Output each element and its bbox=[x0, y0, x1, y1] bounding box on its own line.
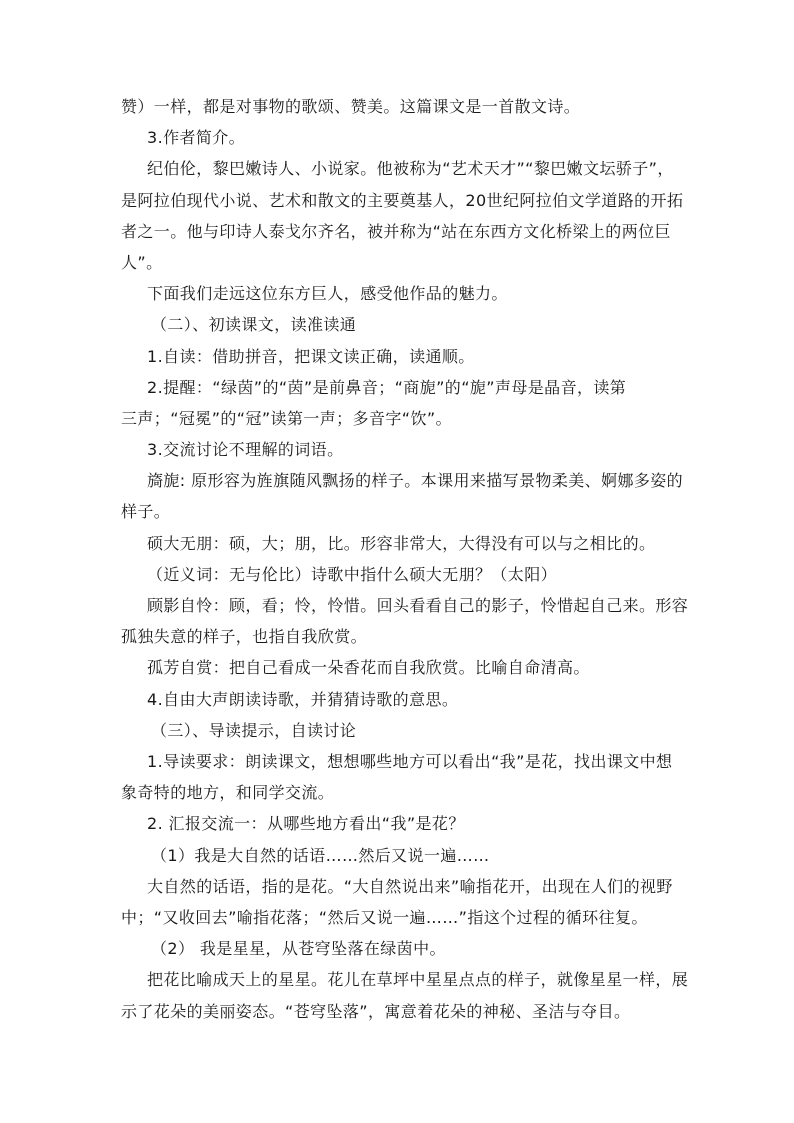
text-line: 2. 汇报交流一：从哪些地方看出“我”是花？ bbox=[147, 814, 465, 833]
text-line: （2） 我是星星，从苍穹坠落在绿茵中。 bbox=[151, 939, 446, 958]
text-line: 中；“又收回去”喻指花落；“然后又说一遍……”指这个过程的循环往复。 bbox=[121, 908, 648, 927]
text-line: 是阿拉伯现代小说、艺术和散文的主要奠基人，20世纪阿拉伯文学道路的开拓 bbox=[121, 191, 684, 210]
section-heading: （三）、导读提示，自读讨论 bbox=[151, 721, 357, 740]
text-line: 样子。 bbox=[121, 502, 171, 521]
text-line: 把花比喻成天上的星星。花儿在草坪中星星点点的样子，就像星星一样，展 bbox=[147, 970, 689, 989]
text-line: 1.自读：借助拼音，把课文读正确，读通顺。 bbox=[147, 347, 475, 366]
text-line: 4.自由大声朗读诗歌，并猜猜诗歌的意思。 bbox=[147, 690, 459, 709]
text-line: 大自然的话语，指的是花。“大自然说出来”喻指花开，出现在人们的视野 bbox=[147, 877, 673, 896]
text-line: 三声；“冠冕”的“冠”读第一声；多音字“饮”。 bbox=[121, 409, 452, 428]
text-line: （1）我是大自然的话语……然后又说一遍…… bbox=[151, 846, 490, 865]
text-line: 者之一。他与印诗人泰戈尔齐名，被并称为“站在东西方文化桥梁上的两位巨 bbox=[121, 222, 671, 241]
text-line: 3.交流讨论不理解的词语。 bbox=[147, 440, 344, 459]
text-line: 孤芳自赏：把自己看成一朵香花而自我欣赏。比喻自命清高。 bbox=[147, 658, 590, 677]
text-line: 3.作者简介。 bbox=[147, 128, 246, 147]
text-line: 赞）一样，都是对事物的歌颂、赞美。这篇课文是一首散文诗。 bbox=[121, 97, 581, 116]
text-line: （近义词：无与伦比）诗歌中指什么硕大无朋？（太阳） bbox=[147, 565, 558, 584]
text-line: 象奇特的地方，和同学交流。 bbox=[121, 783, 335, 802]
text-line: 纪伯伦，黎巴嫩诗人、小说家。他被称为“艺术天才”“黎巴嫩文坛骄子”， bbox=[147, 159, 674, 178]
text-line: 示了花朵的美丽姿态。“苍穹坠落”，寓意着花朵的神秘、圣洁与夺目。 bbox=[121, 1002, 631, 1021]
text-line: 顾影自怜：顾，看；怜，怜惜。回头看看自己的影子，怜惜起自己来。形容 bbox=[147, 596, 689, 615]
text-line: 2.提醒：“绿茵”的“茵”是前鼻音；“商旎”的“旎”声母是晶音，读第 bbox=[147, 378, 627, 397]
section-heading: （二）、初读课文，读准读通 bbox=[151, 315, 357, 334]
text-line: 人”。 bbox=[121, 253, 163, 272]
text-line: 1.导读要求：朗读课文，想想哪些地方可以看出“我”是花，找出课文中想 bbox=[147, 752, 673, 771]
text-line: 孤独失意的样子，也指自我欣赏。 bbox=[121, 627, 368, 646]
text-line: 旖旎: 原形容为旌旗随风飘扬的样子。本课用来描写景物柔美、婀娜多姿的 bbox=[147, 471, 684, 490]
text-line: 硕大无朋：硕，大；朋，比。形容非常大，大得没有可以与之相比的。 bbox=[147, 534, 656, 553]
text-line: 下面我们走远这位东方巨人，感受他作品的魅力。 bbox=[147, 284, 508, 303]
